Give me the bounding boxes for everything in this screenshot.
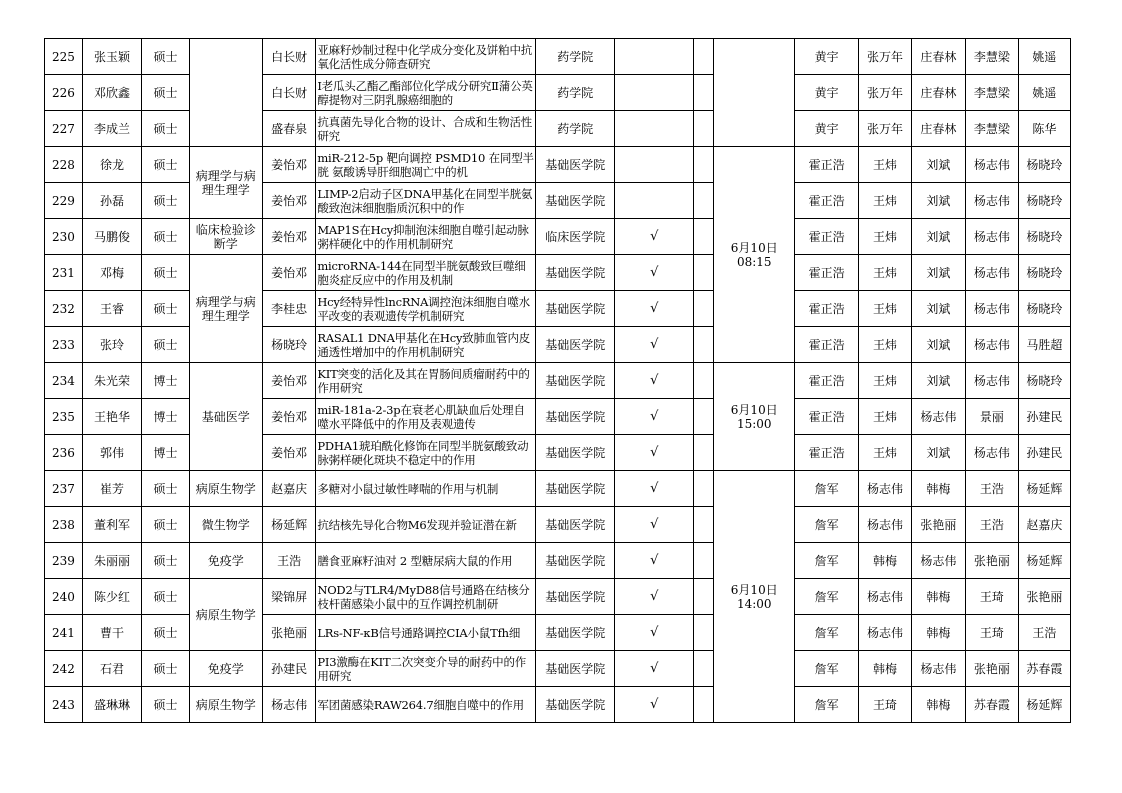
student-name-cell: 孙磊 (82, 183, 141, 219)
check-cell: √ (615, 507, 694, 543)
advisor-cell: 白长财 (262, 75, 315, 111)
thesis-title-cell: 抗结核先导化合物M6发现并验证潜在新 (316, 507, 536, 543)
committee-member-cell: 王炜 (858, 435, 911, 471)
thesis-title-cell: LRs-NF-κB信号通路调控CIA小鼠Tfh细 (316, 615, 536, 651)
row-number-cell: 225 (45, 39, 83, 75)
college-cell: 药学院 (536, 75, 615, 111)
committee-secretary-cell: 苏春霞 (1019, 651, 1070, 687)
college-cell: 药学院 (536, 111, 615, 147)
advisor-cell: 张艳丽 (262, 615, 315, 651)
committee-secretary-cell: 陈华 (1019, 111, 1070, 147)
schedule-cell (714, 363, 795, 471)
committee-member-cell: 张万年 (858, 39, 911, 75)
committee-chair-cell: 詹军 (795, 615, 858, 651)
thesis-title-cell: 抗真菌先导化合物的设计、合成和生物活性研究 (316, 111, 536, 147)
check-cell: √ (615, 471, 694, 507)
committee-member-cell: 杨志伟 (965, 183, 1018, 219)
committee-member-cell: 李慧梁 (965, 111, 1018, 147)
committee-member-cell: 杨志伟 (858, 579, 911, 615)
committee-secretary-cell: 杨晓玲 (1019, 219, 1070, 255)
committee-member-cell: 韩梅 (858, 543, 911, 579)
blank-cell (694, 75, 714, 111)
thesis-title-cell: Hcy经特异性lncRNA调控泡沫细胞自噬水平改变的表观遗传学机制研究 (316, 291, 536, 327)
college-cell: 基础医学院 (536, 363, 615, 399)
college-cell: 基础医学院 (536, 579, 615, 615)
student-name-cell: 徐龙 (82, 147, 141, 183)
blank-cell (694, 255, 714, 291)
committee-member-cell: 刘斌 (912, 291, 965, 327)
degree-cell: 硕士 (142, 255, 190, 291)
committee-member-cell: 刘斌 (912, 183, 965, 219)
committee-chair-cell: 霍正浩 (795, 255, 858, 291)
committee-chair-cell: 黄宇 (795, 39, 858, 75)
major-cell: 免疫学 (189, 543, 262, 579)
row-number-cell: 237 (45, 471, 83, 507)
major-cell (189, 39, 262, 147)
thesis-title-cell: LIMP-2启动子区DNA甲基化在同型半胱氨酸致泡沫细胞脂质沉积中的作 (316, 183, 536, 219)
committee-member-cell: 韩梅 (912, 579, 965, 615)
student-name-cell: 朱光荣 (82, 363, 141, 399)
committee-chair-cell: 詹军 (795, 543, 858, 579)
committee-secretary-cell: 孙建民 (1019, 399, 1070, 435)
row-number-cell: 232 (45, 291, 83, 327)
blank-cell (694, 507, 714, 543)
degree-cell: 博士 (142, 435, 190, 471)
check-cell: √ (615, 435, 694, 471)
check-cell (615, 111, 694, 147)
committee-chair-cell: 霍正浩 (795, 219, 858, 255)
student-name-cell: 邓梅 (82, 255, 141, 291)
committee-secretary-cell: 张艳丽 (1019, 579, 1070, 615)
college-cell: 基础医学院 (536, 507, 615, 543)
committee-member-cell: 庄春林 (912, 39, 965, 75)
college-cell: 基础医学院 (536, 435, 615, 471)
committee-secretary-cell: 孙建民 (1019, 435, 1070, 471)
college-cell: 基础医学院 (536, 327, 615, 363)
committee-member-cell: 王琦 (965, 579, 1018, 615)
blank-cell (694, 291, 714, 327)
thesis-title-cell: 亚麻籽炒制过程中化学成分变化及饼粕中抗氧化活性成分筛查研究 (316, 39, 536, 75)
college-cell: 基础医学院 (536, 183, 615, 219)
table-row (45, 471, 1122, 507)
check-cell: √ (615, 327, 694, 363)
check-cell: √ (615, 219, 694, 255)
advisor-cell: 姜怡邓 (262, 147, 315, 183)
committee-member-cell: 刘斌 (912, 255, 965, 291)
college-cell: 基础医学院 (536, 399, 615, 435)
committee-member-cell: 王炜 (858, 183, 911, 219)
advisor-cell: 杨延辉 (262, 507, 315, 543)
table-body (45, 39, 1122, 723)
committee-secretary-cell: 杨晓玲 (1019, 147, 1070, 183)
degree-cell: 硕士 (142, 111, 190, 147)
blank-cell (694, 39, 714, 75)
table-row (45, 687, 1122, 723)
table-row (45, 507, 1122, 543)
thesis-title-cell: KIT突变的活化及其在胃肠间质瘤耐药中的作用研究 (316, 363, 536, 399)
committee-member-cell: 王炜 (858, 147, 911, 183)
committee-member-cell: 王炜 (858, 399, 911, 435)
committee-member-cell: 韩梅 (858, 651, 911, 687)
check-cell: √ (615, 543, 694, 579)
committee-member-cell: 杨志伟 (912, 543, 965, 579)
committee-member-cell: 王炜 (858, 363, 911, 399)
thesis-title-cell: microRNA-144在同型半胱氨酸致巨噬细胞炎症反应中的作用及机制 (316, 255, 536, 291)
committee-secretary-cell: 杨延辉 (1019, 687, 1070, 723)
committee-member-cell: 刘斌 (912, 363, 965, 399)
committee-secretary-cell: 杨晓玲 (1019, 363, 1070, 399)
row-number-cell: 231 (45, 255, 83, 291)
row-number-cell: 234 (45, 363, 83, 399)
thesis-title-cell: miR-181a-2-3p在衰老心肌缺血后处理自噬水平降低中的作用及表观遗传 (316, 399, 536, 435)
committee-member-cell: 韩梅 (912, 687, 965, 723)
committee-chair-cell: 詹军 (795, 471, 858, 507)
major-cell: 临床检验诊断学 (189, 219, 262, 255)
degree-cell: 硕士 (142, 39, 190, 75)
check-cell: √ (615, 255, 694, 291)
row-number-cell: 239 (45, 543, 83, 579)
check-cell: √ (615, 615, 694, 651)
college-cell: 基础医学院 (536, 291, 615, 327)
major-cell: 微生物学 (189, 507, 262, 543)
advisor-cell: 孙建民 (262, 651, 315, 687)
committee-chair-cell: 霍正浩 (795, 183, 858, 219)
blank-cell (694, 543, 714, 579)
check-cell (615, 75, 694, 111)
college-cell: 基础医学院 (536, 651, 615, 687)
committee-chair-cell: 黄宇 (795, 111, 858, 147)
committee-secretary-cell: 王浩 (1019, 615, 1070, 651)
committee-member-cell: 张艳丽 (965, 543, 1018, 579)
student-name-cell: 董利军 (82, 507, 141, 543)
committee-chair-cell: 詹军 (795, 687, 858, 723)
schedule-date: 6月10日 (730, 240, 778, 255)
advisor-cell: 白长财 (262, 39, 315, 75)
major-cell: 病理学与病理生理学 (189, 255, 262, 363)
student-name-cell: 石君 (82, 651, 141, 687)
committee-member-cell: 王浩 (965, 507, 1018, 543)
schedule-date: 6月10日 (730, 402, 778, 417)
student-name-cell: 郭伟 (82, 435, 141, 471)
schedule-time: 08:15 (736, 254, 772, 269)
major-cell: 病理学与病理生理学 (189, 147, 262, 219)
thesis-title-cell: Ⅰ老瓜头乙酯乙酯部位化学成分研究Ⅱ蒲公英醇提物对三阴乳腺癌细胞的 (316, 75, 536, 111)
committee-member-cell: 韩梅 (912, 471, 965, 507)
degree-cell: 硕士 (142, 219, 190, 255)
blank-cell (694, 183, 714, 219)
committee-secretary-cell: 马胜超 (1019, 327, 1070, 363)
blank-cell (694, 219, 714, 255)
committee-member-cell: 刘斌 (912, 435, 965, 471)
committee-member-cell: 杨志伟 (965, 147, 1018, 183)
advisor-cell: 姜怡邓 (262, 183, 315, 219)
thesis-title-cell: PI3激酶在KIT二次突变介导的耐药中的作用研究 (316, 651, 536, 687)
committee-member-cell: 王炜 (858, 255, 911, 291)
committee-member-cell: 杨志伟 (858, 471, 911, 507)
committee-member-cell: 王炜 (858, 219, 911, 255)
check-cell (615, 39, 694, 75)
blank-cell (694, 651, 714, 687)
advisor-cell: 盛春泉 (262, 111, 315, 147)
student-name-cell: 李成兰 (82, 111, 141, 147)
table-row (45, 39, 1122, 75)
table-row (45, 579, 1122, 615)
committee-member-cell: 王炜 (858, 327, 911, 363)
degree-cell: 博士 (142, 399, 190, 435)
row-number-cell: 226 (45, 75, 83, 111)
degree-cell: 硕士 (142, 327, 190, 363)
schedule-cell (714, 147, 795, 363)
check-cell: √ (615, 291, 694, 327)
committee-member-cell: 杨志伟 (858, 615, 911, 651)
row-number-cell: 230 (45, 219, 83, 255)
committee-member-cell: 王浩 (965, 471, 1018, 507)
advisor-cell: 姜怡邓 (262, 399, 315, 435)
committee-member-cell: 杨志伟 (965, 435, 1018, 471)
student-name-cell: 陈少红 (82, 579, 141, 615)
row-number-cell: 236 (45, 435, 83, 471)
table-row (45, 147, 1122, 183)
committee-secretary-cell: 姚遥 (1019, 75, 1070, 111)
student-name-cell: 王艳华 (82, 399, 141, 435)
committee-member-cell: 杨志伟 (912, 399, 965, 435)
schedule-cell (714, 471, 795, 723)
row-number-cell: 238 (45, 507, 83, 543)
committee-member-cell: 景丽 (965, 399, 1018, 435)
committee-chair-cell: 霍正浩 (795, 327, 858, 363)
committee-secretary-cell: 杨晓玲 (1019, 183, 1070, 219)
degree-cell: 硕士 (142, 147, 190, 183)
committee-member-cell: 苏春霞 (965, 687, 1018, 723)
committee-secretary-cell: 杨晓玲 (1019, 291, 1070, 327)
student-name-cell: 盛琳琳 (82, 687, 141, 723)
table-row (45, 543, 1122, 579)
major-cell: 免疫学 (189, 651, 262, 687)
advisor-cell: 梁锦屏 (262, 579, 315, 615)
committee-member-cell: 庄春林 (912, 111, 965, 147)
committee-chair-cell: 霍正浩 (795, 363, 858, 399)
major-cell: 病原生物学 (189, 471, 262, 507)
row-number-cell: 242 (45, 651, 83, 687)
committee-member-cell: 杨志伟 (965, 219, 1018, 255)
thesis-title-cell: 膳食亚麻籽油对 2 型糖尿病大鼠的作用 (316, 543, 536, 579)
committee-secretary-cell: 赵嘉庆 (1019, 507, 1070, 543)
committee-secretary-cell: 姚遥 (1019, 39, 1070, 75)
check-cell: √ (615, 579, 694, 615)
degree-cell: 硕士 (142, 579, 190, 615)
committee-member-cell: 刘斌 (912, 147, 965, 183)
college-cell: 基础医学院 (536, 255, 615, 291)
check-cell (615, 147, 694, 183)
table-row (45, 255, 1122, 291)
defense-schedule-table (44, 38, 1122, 723)
college-cell: 基础医学院 (536, 471, 615, 507)
committee-member-cell: 杨志伟 (965, 327, 1018, 363)
degree-cell: 硕士 (142, 543, 190, 579)
student-name-cell: 崔芳 (82, 471, 141, 507)
thesis-title-cell: miR-212-5p 靶向调控 PSMD10 在同型半胱 氨酸诱导肝细胞凋亡中的机 (316, 147, 536, 183)
schedule-time: 15:00 (736, 416, 772, 431)
blank-cell (694, 147, 714, 183)
check-cell (615, 183, 694, 219)
committee-member-cell: 韩梅 (912, 615, 965, 651)
schedule-time: 14:00 (736, 596, 772, 611)
committee-member-cell: 杨志伟 (965, 255, 1018, 291)
college-cell: 基础医学院 (536, 687, 615, 723)
committee-member-cell: 张万年 (858, 111, 911, 147)
blank-cell (694, 615, 714, 651)
thesis-title-cell: 多糖对小鼠过敏性哮喘的作用与机制 (316, 471, 536, 507)
blank-cell (694, 111, 714, 147)
advisor-cell: 姜怡邓 (262, 435, 315, 471)
committee-secretary-cell: 杨晓玲 (1019, 255, 1070, 291)
advisor-cell: 杨志伟 (262, 687, 315, 723)
major-cell: 病原生物学 (189, 579, 262, 651)
advisor-cell: 姜怡邓 (262, 255, 315, 291)
committee-member-cell: 刘斌 (912, 327, 965, 363)
advisor-cell: 姜怡邓 (262, 219, 315, 255)
committee-chair-cell: 詹军 (795, 579, 858, 615)
committee-member-cell: 杨志伟 (965, 363, 1018, 399)
committee-member-cell: 李慧梁 (965, 39, 1018, 75)
degree-cell: 硕士 (142, 687, 190, 723)
schedule-cell (714, 39, 795, 147)
college-cell: 临床医学院 (536, 219, 615, 255)
college-cell: 基础医学院 (536, 615, 615, 651)
committee-member-cell: 杨志伟 (965, 291, 1018, 327)
thesis-title-cell: MAP1S在Hcy抑制泡沫细胞自噬引起动脉粥样硬化中的作用机制研究 (316, 219, 536, 255)
student-name-cell: 朱丽丽 (82, 543, 141, 579)
row-number-cell: 228 (45, 147, 83, 183)
committee-member-cell: 刘斌 (912, 219, 965, 255)
row-number-cell: 235 (45, 399, 83, 435)
committee-member-cell: 李慧梁 (965, 75, 1018, 111)
student-name-cell: 王睿 (82, 291, 141, 327)
student-name-cell: 张玲 (82, 327, 141, 363)
table-row (45, 363, 1122, 399)
advisor-cell: 李桂忠 (262, 291, 315, 327)
thesis-title-cell: 军团菌感染RAW264.7细胞自噬中的作用 (316, 687, 536, 723)
advisor-cell: 杨晓玲 (262, 327, 315, 363)
committee-member-cell: 张艳丽 (912, 507, 965, 543)
row-number-cell: 229 (45, 183, 83, 219)
degree-cell: 硕士 (142, 471, 190, 507)
degree-cell: 硕士 (142, 615, 190, 651)
committee-chair-cell: 霍正浩 (795, 399, 858, 435)
college-cell: 药学院 (536, 39, 615, 75)
thesis-title-cell: PDHA1琥珀酰化修饰在同型半胱氨酸致动脉粥样硬化斑块不稳定中的作用 (316, 435, 536, 471)
committee-member-cell: 庄春林 (912, 75, 965, 111)
committee-secretary-cell: 杨延辉 (1019, 543, 1070, 579)
table-row (45, 219, 1122, 255)
committee-secretary-cell: 杨延辉 (1019, 471, 1070, 507)
thesis-title-cell: NOD2与TLR4/MyD88信号通路在结核分枝杆菌感染小鼠中的互作调控机制研 (316, 579, 536, 615)
blank-cell (694, 435, 714, 471)
major-cell: 病原生物学 (189, 687, 262, 723)
degree-cell: 硕士 (142, 651, 190, 687)
committee-chair-cell: 霍正浩 (795, 435, 858, 471)
check-cell: √ (615, 687, 694, 723)
check-cell: √ (615, 399, 694, 435)
degree-cell: 硕士 (142, 507, 190, 543)
student-name-cell: 马鹏俊 (82, 219, 141, 255)
college-cell: 基础医学院 (536, 147, 615, 183)
major-cell: 基础医学 (189, 363, 262, 471)
student-name-cell: 曹干 (82, 615, 141, 651)
blank-cell (694, 471, 714, 507)
thesis-title-cell: RASAL1 DNA甲基化在Hcy致肺血管内皮通透性增加中的作用机制研究 (316, 327, 536, 363)
blank-cell (694, 687, 714, 723)
advisor-cell: 姜怡邓 (262, 363, 315, 399)
committee-member-cell: 张艳丽 (965, 651, 1018, 687)
student-name-cell: 张玉颖 (82, 39, 141, 75)
degree-cell: 硕士 (142, 75, 190, 111)
committee-member-cell: 杨志伟 (858, 507, 911, 543)
blank-cell (694, 327, 714, 363)
blank-cell (694, 363, 714, 399)
committee-chair-cell: 黄宇 (795, 75, 858, 111)
check-cell: √ (615, 363, 694, 399)
row-number-cell: 243 (45, 687, 83, 723)
degree-cell: 博士 (142, 363, 190, 399)
degree-cell: 硕士 (142, 183, 190, 219)
college-cell: 基础医学院 (536, 543, 615, 579)
committee-member-cell: 王琦 (965, 615, 1018, 651)
committee-chair-cell: 霍正浩 (795, 291, 858, 327)
advisor-cell: 王浩 (262, 543, 315, 579)
advisor-cell: 赵嘉庆 (262, 471, 315, 507)
degree-cell: 硕士 (142, 291, 190, 327)
row-number-cell: 233 (45, 327, 83, 363)
row-number-cell: 227 (45, 111, 83, 147)
row-number-cell: 240 (45, 579, 83, 615)
committee-member-cell: 王琦 (858, 687, 911, 723)
committee-chair-cell: 霍正浩 (795, 147, 858, 183)
committee-chair-cell: 詹军 (795, 507, 858, 543)
committee-member-cell: 杨志伟 (912, 651, 965, 687)
committee-member-cell: 王炜 (858, 291, 911, 327)
student-name-cell: 邓欣鑫 (82, 75, 141, 111)
blank-cell (694, 399, 714, 435)
table-row (45, 651, 1122, 687)
blank-cell (694, 579, 714, 615)
schedule-date: 6月10日 (730, 582, 778, 597)
row-number-cell: 241 (45, 615, 83, 651)
committee-member-cell: 张万年 (858, 75, 911, 111)
committee-chair-cell: 詹军 (795, 651, 858, 687)
check-cell: √ (615, 651, 694, 687)
